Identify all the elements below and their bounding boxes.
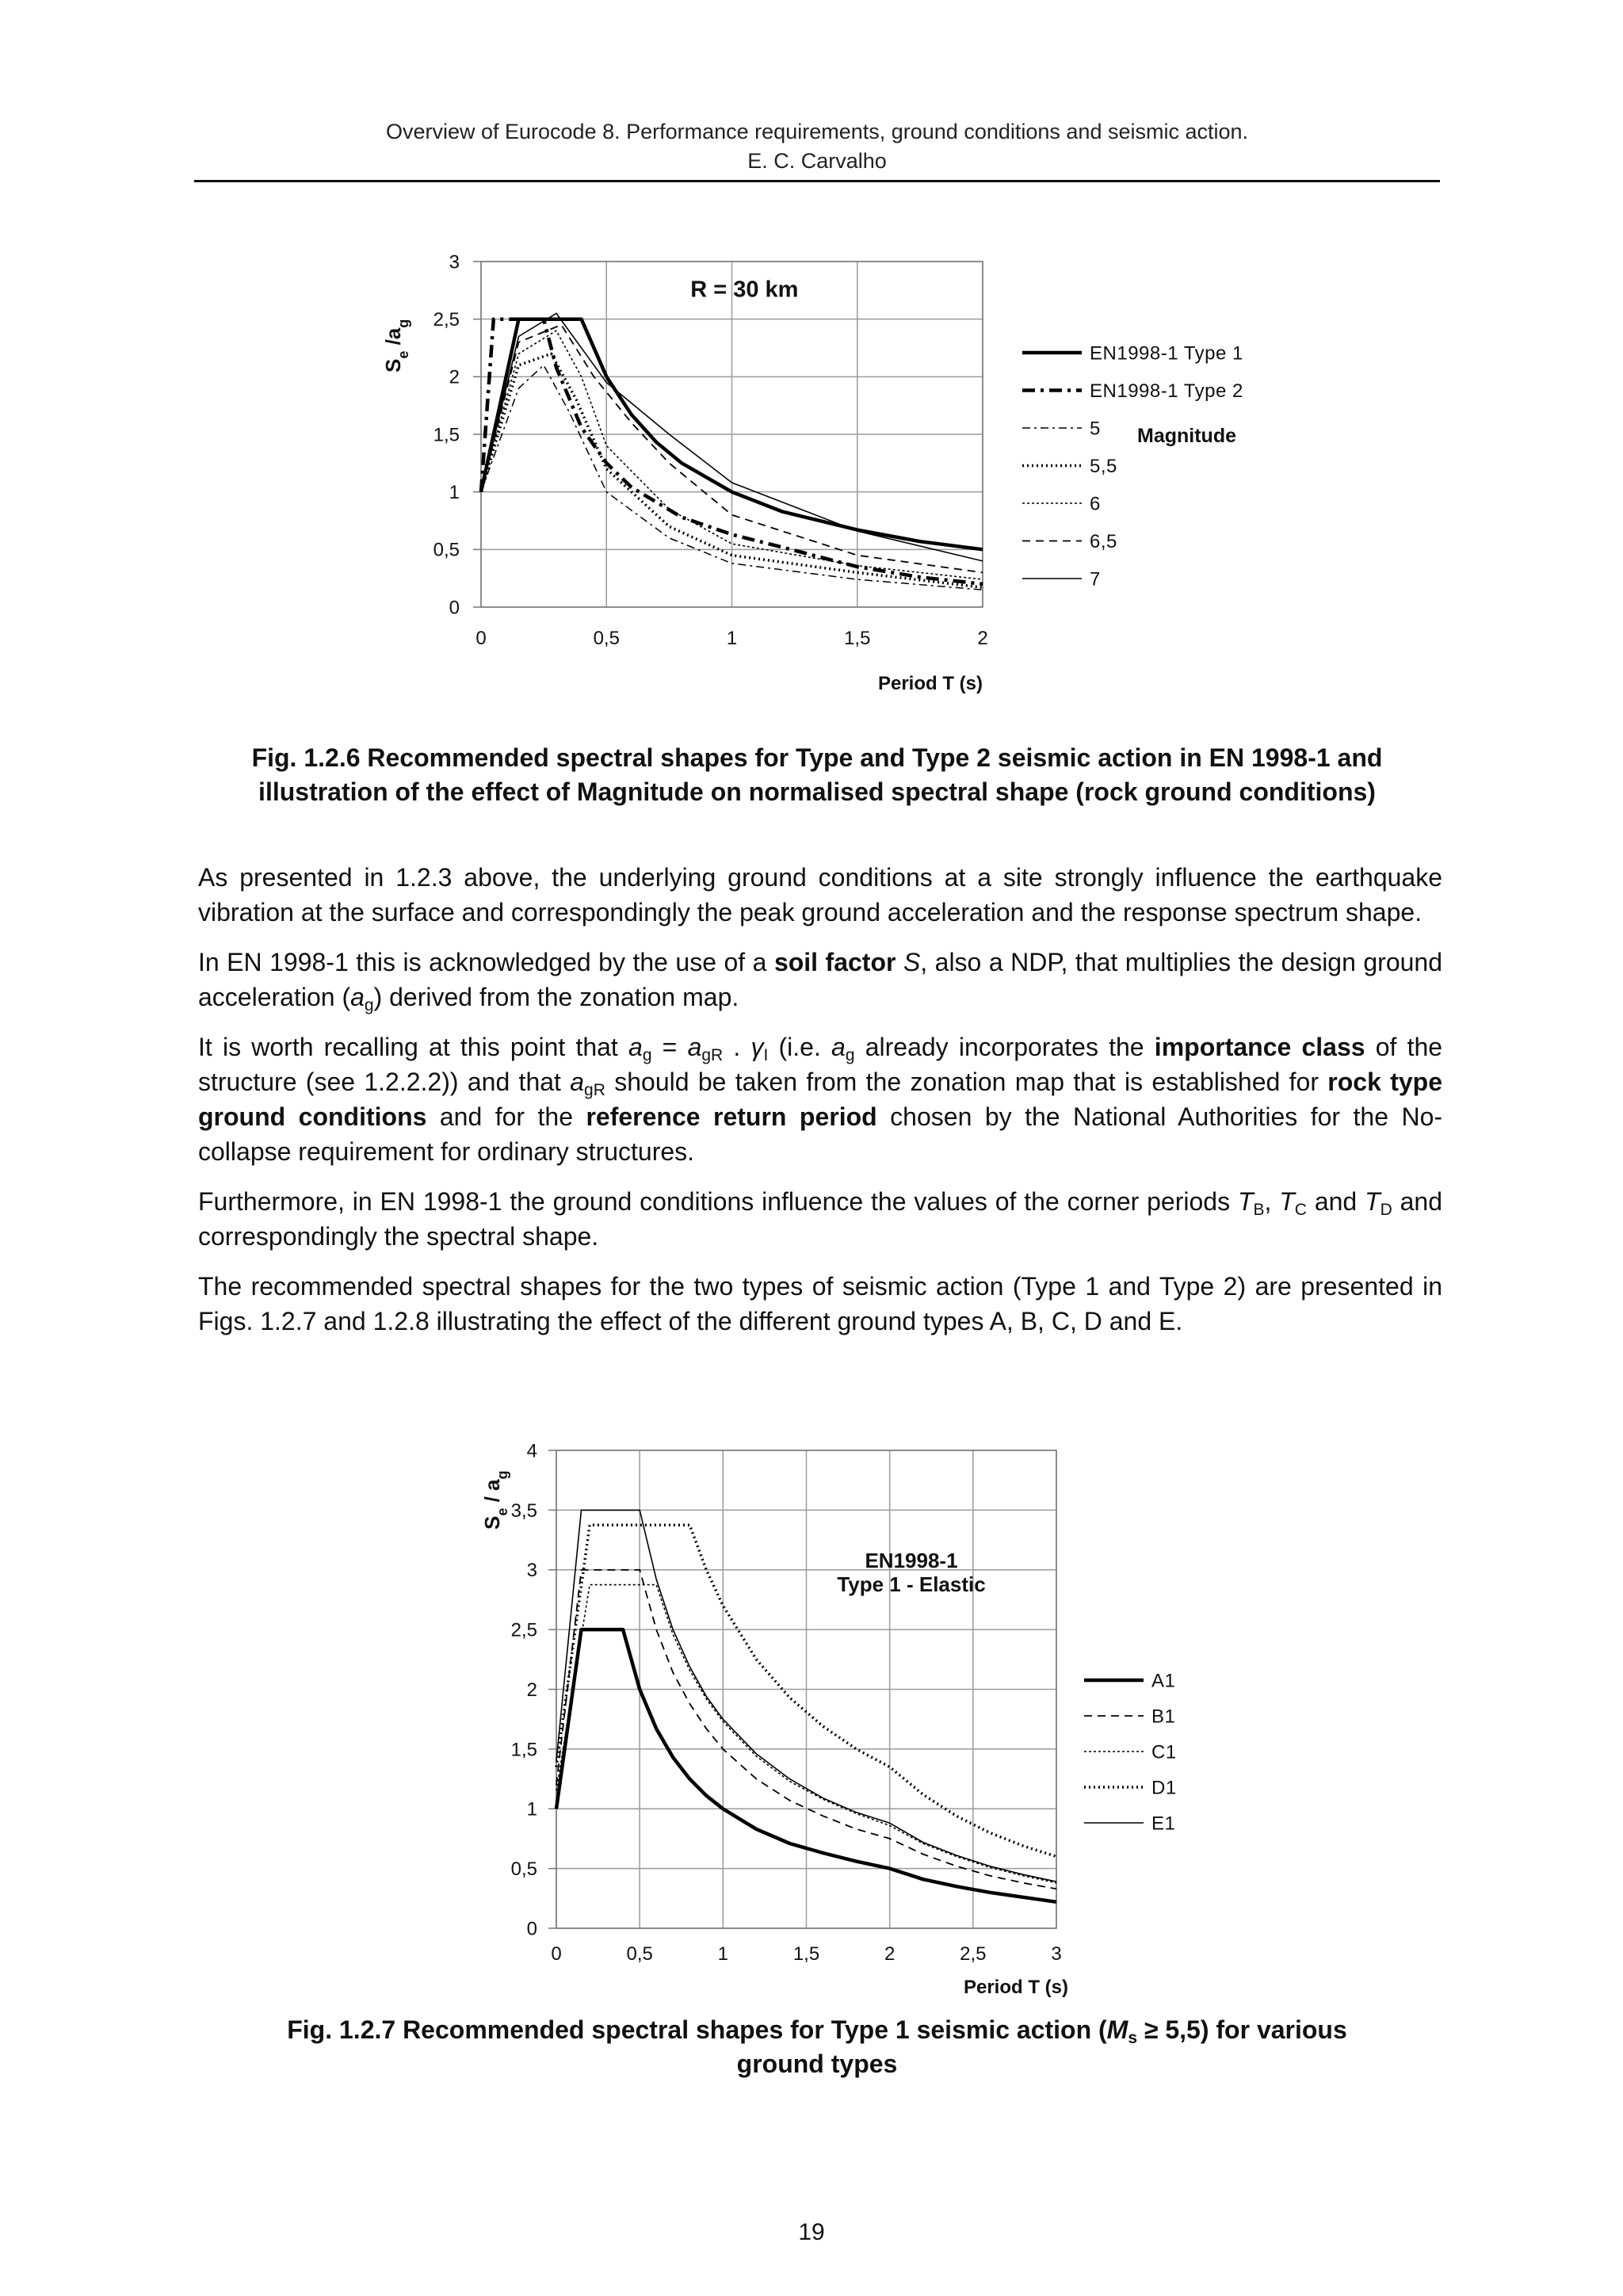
- x-tick-label: 2,5: [960, 1943, 987, 1965]
- y-tick-label: 3: [526, 1560, 537, 1582]
- x-tick-label: 1: [726, 628, 738, 649]
- ground-type-spectra-chart: [0, 1411, 1623, 2005]
- y-tick-label: 0: [526, 1918, 537, 1940]
- y-tick-label: 3: [449, 251, 460, 273]
- y-tick-label: 1,5: [433, 424, 460, 446]
- paragraph-2: In EN 1998-1 this is acknowledged by the use of a soil factor S, also a NDP, that multiplies the design ground acceleration $(a_g)$ derived from the zonation map.: [198, 948, 1443, 1014]
- legend-label: E1: [1151, 1813, 1176, 1835]
- legend-label: A1: [1151, 1670, 1176, 1692]
- y-tick-label: 2,5: [510, 1619, 537, 1641]
- figure1-caption-line2: illustration of the effect of Magnitude on normalised spectral shape (rock ground conditions): [258, 777, 1376, 806]
- figure2-caption-line2: ground types: [736, 2050, 898, 2078]
- paragraph-1: As presented in 1.2.3 above, the underlying ground conditions at a site strongly influence the earthquake vibration at the surface and correspondingly the peak ground acceleration and the response spectrum shape.: [198, 863, 1442, 926]
- y-tick-label: 1: [449, 482, 460, 504]
- y-tick-label: 0,5: [433, 539, 460, 561]
- y-tick-label: 4: [526, 1440, 537, 1462]
- paragraph-3: It is worth recalling at this point that $a_g = a_{gR}$ . $\gamma_I$ (i.e. $a_g$ already incorporates the importance class of the structure (see 1.2.2.2)) and that $a_{gR}$ should be taken from the zonation map that is established for rock type ground conditions and for the reference return period chosen by the National Authorities for the No-collapse requirement for ordinary structures.: [198, 1033, 1443, 1166]
- y-tick-label: 2: [526, 1679, 537, 1701]
- paragraph-4: Furthermore, in EN 1998-1 the ground conditions influence the values of the corner periods $T_B$, $T_C$ and $T_D$ and correspondingly the spectral shape.: [198, 1187, 1443, 1251]
- x-tick-label: 2: [884, 1943, 896, 1965]
- header-title: Overview of Eurocode 8. Performance requirements, ground conditions and seismic action.: [385, 120, 1249, 143]
- body-text: [198, 860, 1442, 1354]
- y-tick-label: 0,5: [510, 1859, 537, 1881]
- y-tick-label: 2: [449, 366, 460, 388]
- chart-title-line2: Type 1 - Elastic: [837, 1572, 986, 1596]
- figure1-caption: [194, 741, 1440, 809]
- figure2-caption-line1: Fig. 1.2.7 Recommended spectral shapes for Type 1 seismic action $(M_s \ge 5,5)$ for various: [287, 2015, 1347, 2047]
- y-axis-label: $S_e / a_g$: [480, 1470, 510, 1530]
- y-tick-label: 0: [449, 597, 460, 619]
- x-tick-label: 0,5: [593, 628, 620, 649]
- x-tick-label: 2: [977, 628, 988, 649]
- legend-label: EN1998-1 Type 1: [1090, 342, 1243, 365]
- x-axis-label: Period T (s): [877, 673, 983, 694]
- y-tick-label: 1,5: [510, 1739, 537, 1761]
- y-tick-label: 1: [526, 1798, 537, 1820]
- x-tick-label: 1,5: [792, 1943, 820, 1965]
- legend-label: D1: [1151, 1777, 1177, 1799]
- figure1-caption-line1: Fig. 1.2.6 Recommended spectral shapes for Type and Type 2 seismic action in EN 1998-1 and: [251, 743, 1383, 772]
- y-axis-label: $S_e$ $/a_g$: [381, 319, 411, 372]
- legend-label: B1: [1151, 1706, 1176, 1728]
- header-author: E. C. Carvalho: [747, 149, 887, 173]
- paragraph-5: The recommended spectral shapes for the two types of seismic action (Type 1 and Type 2) are presented in Figs. 1.2.7 and 1.2.8 illustrating the effect of the different ground types A, B, C, D and E.: [198, 1272, 1442, 1335]
- x-tick-label: 0: [475, 628, 487, 649]
- x-tick-label: 0,5: [626, 1943, 653, 1965]
- legend-label: EN1998-1 Type 2: [1090, 380, 1243, 402]
- legend-label: 5: [1090, 418, 1101, 440]
- legend-label: 5,5: [1090, 455, 1117, 477]
- legend-label: 6,5: [1090, 530, 1117, 552]
- x-axis-label: Period T (s): [963, 1977, 1068, 1998]
- legend-group-label: Magnitude: [1137, 425, 1236, 447]
- x-tick-label: 1: [717, 1943, 729, 1965]
- legend-label: 7: [1090, 568, 1101, 590]
- page-number: 19: [798, 2219, 825, 2245]
- y-tick-label: 2,5: [433, 309, 460, 331]
- chart-title: R = 30 km: [690, 277, 799, 303]
- legend-label: C1: [1151, 1741, 1177, 1763]
- x-tick-label: 1,5: [844, 628, 871, 649]
- x-tick-label: 3: [1051, 1943, 1062, 1965]
- x-tick-label: 0: [551, 1943, 562, 1965]
- legend-label: 6: [1090, 493, 1101, 515]
- y-tick-label: 3,5: [510, 1499, 537, 1522]
- chart-title-line1: EN1998-1: [865, 1549, 958, 1572]
- figure2-caption: [194, 2013, 1440, 2081]
- magnitude-spectra-chart: [0, 0, 1623, 713]
